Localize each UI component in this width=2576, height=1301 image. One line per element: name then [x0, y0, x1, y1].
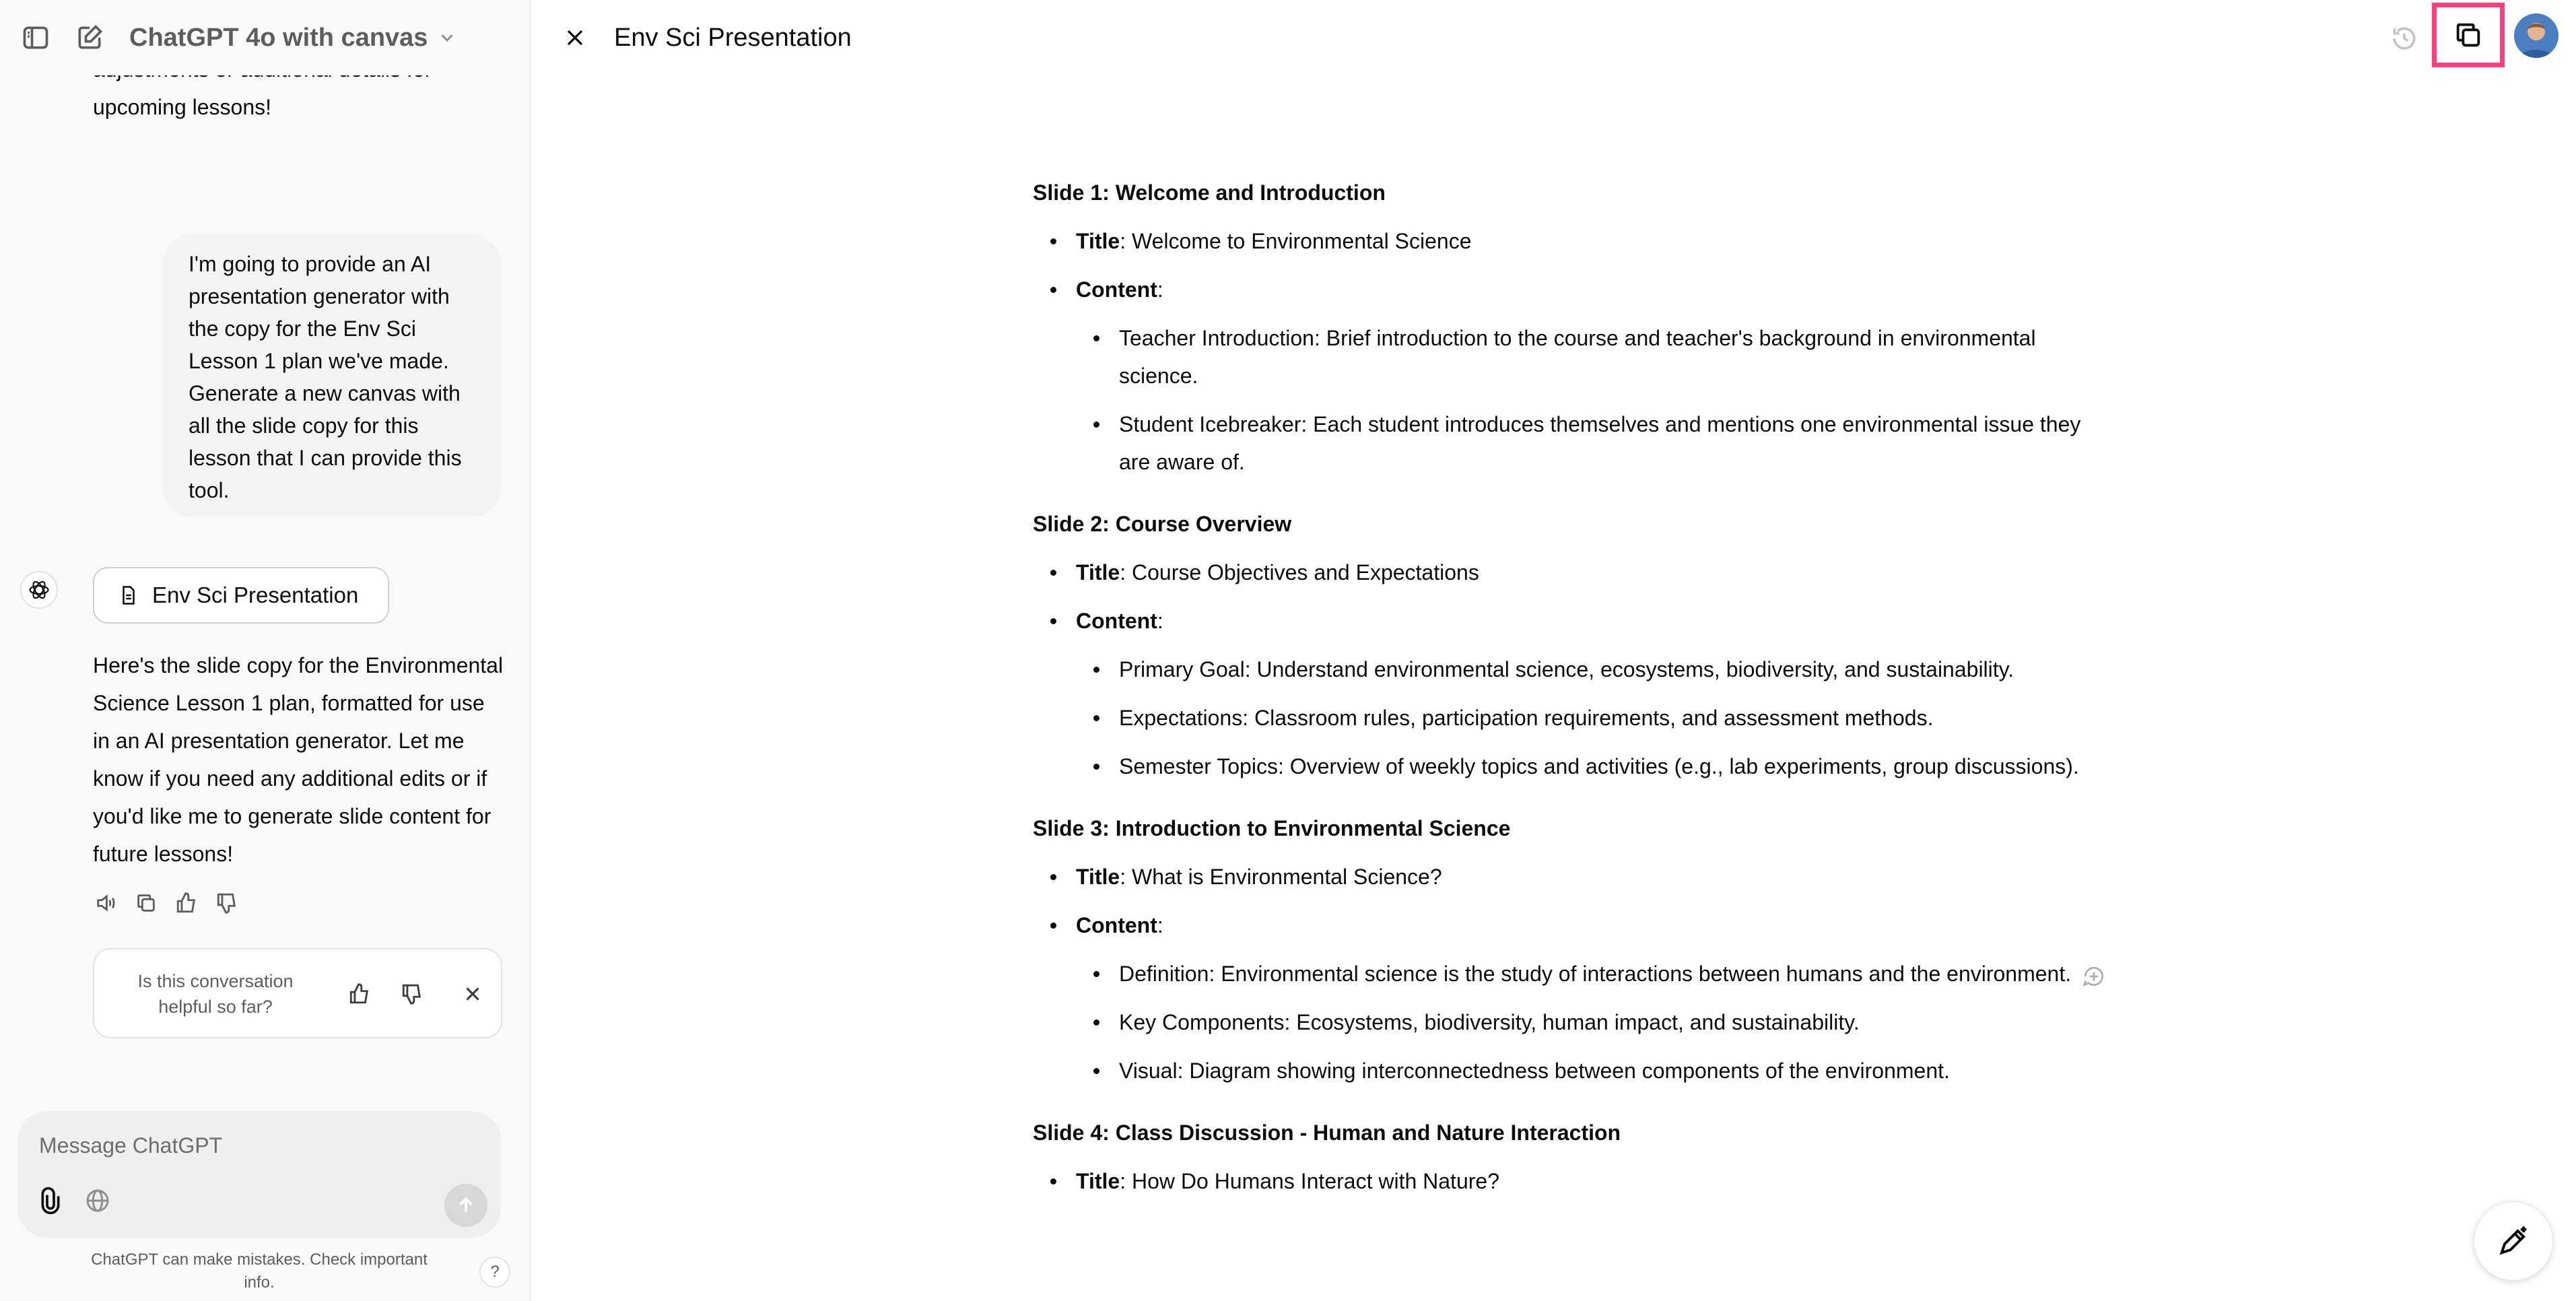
slide-heading: Slide 2: Course Overview — [1033, 512, 1292, 536]
title-label: Title — [1076, 229, 1120, 253]
feedback-close-icon[interactable] — [459, 980, 486, 1007]
content-list — [1076, 319, 2110, 481]
close-canvas-icon[interactable] — [557, 20, 592, 55]
content-list — [1076, 650, 2110, 785]
disclaimer-text: ChatGPT can make mistakes. Check important info. — [91, 1250, 428, 1292]
chat-panel — [0, 0, 531, 1301]
help-button[interactable]: ? — [479, 1257, 510, 1288]
slide-content-item — [1033, 271, 2110, 481]
add-comment-icon[interactable] — [2079, 962, 2109, 991]
new-chat-icon[interactable] — [71, 20, 108, 56]
slide-bullets — [1033, 554, 2110, 785]
title-value: : Course Objectives and Expectations — [1120, 560, 1479, 585]
send-button[interactable] — [444, 1184, 487, 1227]
canvas-header — [531, 0, 2576, 75]
slide-content-item — [1033, 906, 2110, 1090]
content-label: Content — [1076, 913, 1157, 937]
copy-icon — [2453, 20, 2484, 51]
copy-canvas-button[interactable] — [2432, 3, 2505, 67]
canvas-title: Env Sci Presentation — [614, 24, 852, 52]
slide-bullets — [1033, 1162, 2110, 1200]
content-label: Content — [1076, 609, 1157, 633]
feedback-thumbs-up-icon[interactable] — [346, 980, 373, 1007]
content-suffix: : — [1157, 277, 1163, 302]
attach-icon[interactable] — [34, 1184, 67, 1217]
content-suffix: : — [1157, 913, 1163, 937]
canvas-document[interactable] — [1033, 174, 2110, 1211]
content-bullet: Definition: Environmental science is the study of interactions between humans and the environment. — [1076, 955, 2110, 993]
content-bullet: Teacher Introduction: Brief introduction to the course and teacher's background in environmental science. — [1076, 319, 2110, 395]
message-composer — [18, 1111, 501, 1238]
title-value: : Welcome to Environmental Science — [1120, 229, 1472, 253]
title-label: Title — [1076, 865, 1120, 889]
content-bullet: Visual: Diagram showing interconnectedness between components of the environment. — [1076, 1052, 2110, 1090]
slide-title-item — [1033, 858, 2110, 896]
slide-heading: Slide 3: Introduction to Environmental Science — [1033, 816, 1511, 840]
content-label: Content — [1076, 277, 1157, 302]
chat-messages[interactable] — [0, 0, 530, 1104]
content-bullet: Primary Goal: Understand environmental science, ecosystems, biodiversity, and sustainability. — [1076, 650, 2110, 688]
message-actions — [93, 890, 240, 916]
chatgpt-logo-icon — [20, 571, 58, 609]
model-selector[interactable] — [129, 24, 457, 53]
chat-header — [0, 0, 530, 75]
slide-title-item — [1033, 222, 2110, 260]
slide-heading: Slide 1: Welcome and Introduction — [1033, 180, 1386, 205]
copy-icon[interactable] — [133, 890, 159, 916]
arrow-up-icon — [454, 1194, 477, 1217]
assistant-message: Here's the slide copy for the Environmental Science Lesson 1 plan, formatted for use in an AI presentation generator. Let me know if you need any additional edits or if you'd like me to generate slide content for future lessons! — [93, 653, 504, 866]
content-suffix: : — [1157, 609, 1163, 633]
globe-icon[interactable] — [81, 1184, 114, 1217]
feedback-thumbs-down-icon[interactable] — [399, 980, 426, 1007]
doc-chip-label: Env Sci Presentation — [152, 582, 359, 607]
feedback-question: Is this conversation helpful so far? — [137, 971, 294, 1017]
slide-title-item — [1033, 554, 2110, 591]
canvas-document-chip[interactable] — [93, 567, 389, 624]
document-icon — [118, 585, 139, 605]
edit-suggestions-button[interactable] — [2474, 1201, 2553, 1281]
title-value: : What is Environmental Science? — [1120, 865, 1442, 889]
model-name-label: ChatGPT 4o with canvas — [129, 23, 428, 52]
thumbs-up-icon[interactable] — [174, 890, 199, 916]
slide-content-item — [1033, 602, 2110, 785]
version-history-icon[interactable] — [2386, 20, 2422, 57]
content-bullet: Semester Topics: Overview of weekly topics and activities (e.g., lab experiments, group discussions). — [1076, 747, 2110, 785]
slide-bullets — [1033, 222, 2110, 481]
content-bullet: Key Components: Ecosystems, biodiversity, human impact, and sustainability. — [1076, 1003, 2110, 1041]
canvas-panel — [531, 0, 2576, 1301]
thumbs-down-icon[interactable] — [214, 890, 240, 916]
read-aloud-icon[interactable] — [93, 890, 118, 916]
title-label: Title — [1076, 1169, 1120, 1193]
user-avatar[interactable] — [2514, 13, 2558, 58]
content-list — [1076, 955, 2110, 1090]
title-value: : How Do Humans Interact with Nature? — [1120, 1169, 1499, 1193]
sidebar-toggle-icon[interactable] — [18, 20, 54, 56]
title-label: Title — [1076, 560, 1120, 585]
feedback-prompt — [93, 948, 502, 1038]
assistant-message-top: upcoming lessons! — [93, 95, 272, 119]
slide-heading: Slide 4: Class Discussion - Human and Nature Interaction — [1033, 1121, 1621, 1145]
content-bullet: Expectations: Classroom rules, participation requirements, and assessment methods. — [1076, 699, 2110, 737]
slide-title-item — [1033, 1162, 2110, 1200]
message-input[interactable] — [39, 1129, 443, 1162]
user-message-bubble: I'm going to provide an AI presentation generator with the copy for the Env Sci Lesson 1 plan we've made. Generate a new canvas with all the slide copy for this lesson that I can provide this tool. — [163, 234, 501, 517]
content-bullet: Student Icebreaker: Each student introduces themselves and mentions one environmental issue they are aware of. — [1076, 405, 2110, 481]
slide-bullets — [1033, 858, 2110, 1090]
pencil-sparkle-icon — [2496, 1224, 2531, 1259]
chevron-down-icon — [437, 28, 457, 48]
